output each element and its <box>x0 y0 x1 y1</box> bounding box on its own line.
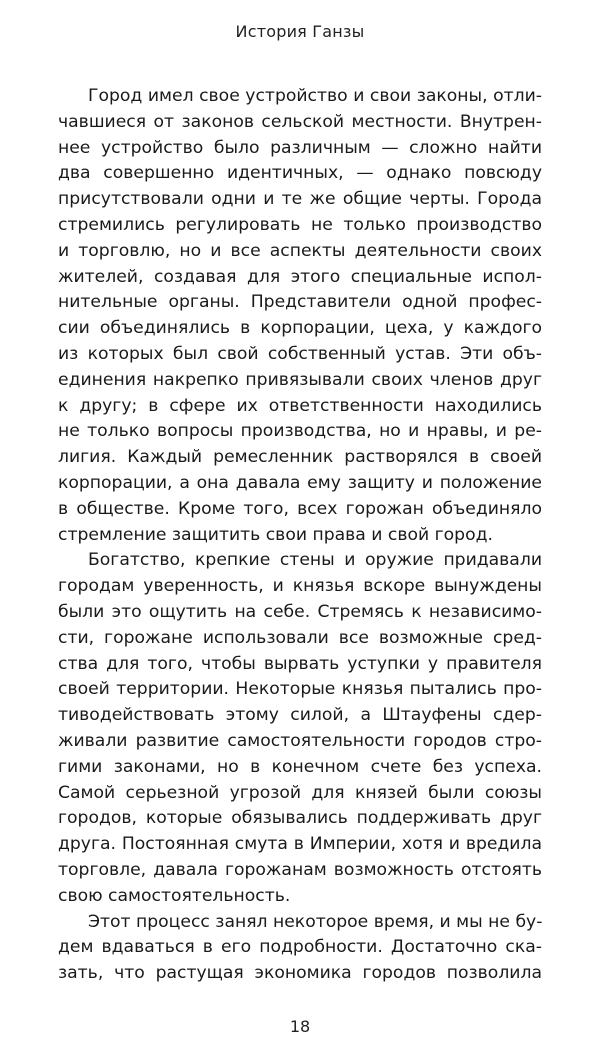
text-line: друга. Постоянная смута в Империи, хотя и вредила <box>58 834 542 855</box>
text-line: сии объединялись в корпорации, цеха, у каждого <box>58 318 542 339</box>
text-line: живали развитие самостоятельности городов стро- <box>58 730 542 751</box>
text-line: сти, горожане использовали все возможные сред- <box>58 627 542 648</box>
text-line: ства для того, чтобы вырвать уступки у правителя <box>58 653 542 674</box>
text-line: зать, что растущая экономика городов позволила <box>58 963 542 984</box>
text-line: в обществе. Кроме того, всех горожан объединяло <box>58 498 542 519</box>
text-line: торговле, давала горожанам возможность отстоять <box>58 859 542 880</box>
text-line: корпорации, а она давала ему защиту и положение <box>58 472 542 493</box>
text-line: к другу; в сфере их ответственности находились <box>58 395 542 416</box>
body-text <box>58 84 542 987</box>
page-number: 18 <box>289 1017 311 1036</box>
text-line: из которых был свой собственный устав. Эти объ- <box>58 343 542 364</box>
text-line: гими законами, но в конечном счете без успеха. <box>58 756 542 777</box>
text-line: лигия. Каждый ремесленник растворялся в своей <box>58 447 542 468</box>
text-line: жителей, создавая для этого специальные испол- <box>58 266 542 287</box>
text-line: нее устройство было различным — сложно найти <box>58 137 542 158</box>
text-line: Этот процесс занял некоторое время, и мы не бу- <box>88 911 542 932</box>
text-line: единения накрепко привязывали своих членов друг <box>58 369 542 390</box>
text-line: стремление защитить свои права и свой город. <box>58 524 493 545</box>
text-line: чавшиеся от законов сельской местности. Внутрен- <box>58 111 542 132</box>
text-line: городов, которые обязывались поддерживать друг <box>58 808 542 829</box>
text-line: Город имел свое устройство и свои законы, отли- <box>88 86 542 106</box>
text-line: и торговлю, но и все аспекты деятельности своих <box>58 240 542 261</box>
text-line: стремились регулировать не только производство <box>58 214 542 235</box>
text-line: Богатство, крепкие стены и оружие придавали <box>88 550 542 571</box>
text-line: присутствовали одни и те же общие черты. Города <box>58 189 542 210</box>
text-line: нительные органы. Представители одной профес- <box>58 292 542 313</box>
text-line: дем вдаваться в его подробности. Достаточно ска- <box>58 937 542 958</box>
running-head: История Ганзы <box>235 22 365 41</box>
text-line: не только вопросы производства, но и нравы, и ре- <box>58 421 542 442</box>
text-line: свою самостоятельность. <box>58 885 291 906</box>
text-line: городам уверенность, и князья вскоре вынуждены <box>58 576 542 597</box>
text-line: были это ощутить на себе. Стремясь к независимо- <box>58 601 542 622</box>
text-line: два совершенно идентичных, — однако повсюду <box>58 163 542 184</box>
text-line: своей территории. Некоторые князья пытались про- <box>58 679 542 700</box>
text-line: Самой серьезной угрозой для князей были союзы <box>58 782 542 803</box>
text-line: тиводействовать этому силой, а Штауфены сдер- <box>58 705 542 726</box>
